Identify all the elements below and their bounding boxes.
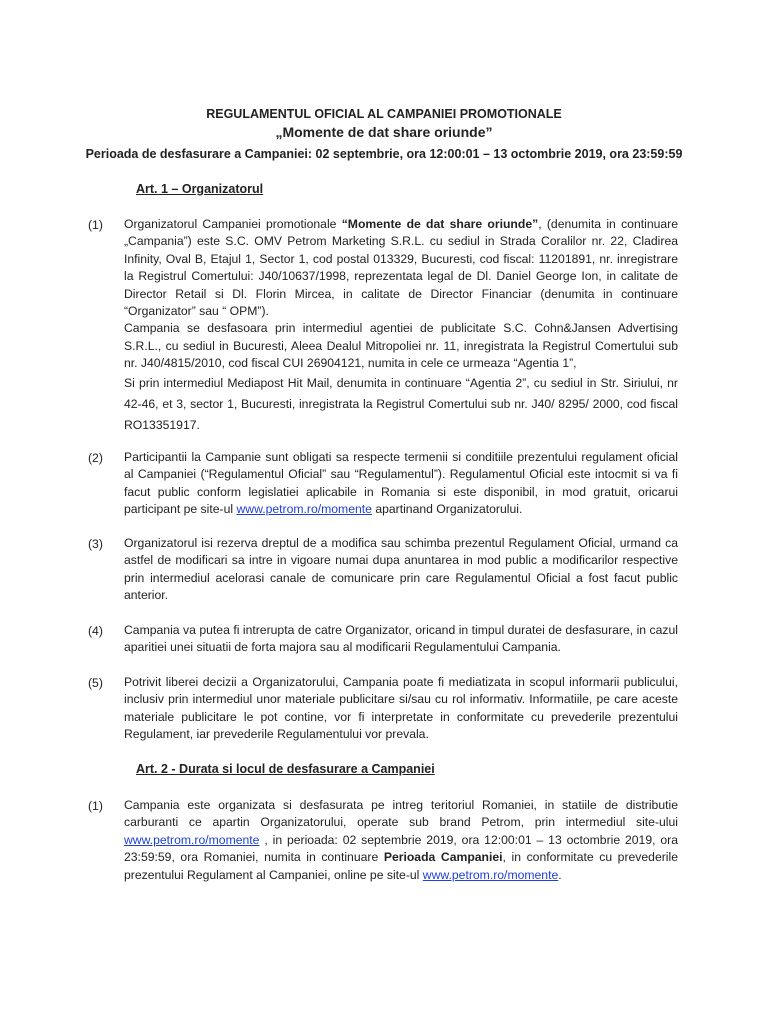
art1-p3-text: Organizatorul isi rezerva dreptul de a modifica sau schimba prezentul Regulament Oficial, urmand ca astfel de modificari sa intre in vigoare numai dupa anuntarea in mod public a modificarilor respective prin intermediul acelorasi canale de comunicare prin care Regulamentul Oficial a fost facut public anterior. bbox=[124, 536, 678, 603]
campaign-period-term: Perioada Campaniei bbox=[383, 850, 503, 865]
site-link-2[interactable]: www.petrom.ro/momente bbox=[422, 867, 559, 882]
art2-p1-body: Campania este organizata si desfasurata pe intreg teritoriul Romaniei, in statiile de distributie carburanti ce apartin Organizatorului, operate sub brand Petrom, prin intermediul site-ului bbox=[124, 798, 678, 830]
art2-p1-text bbox=[124, 797, 678, 884]
rules-link[interactable]: www.petrom.ro/momente bbox=[236, 502, 372, 517]
art1-p2-text bbox=[124, 449, 678, 519]
art1-p4-number: (4) bbox=[88, 624, 103, 638]
art1-heading: Art. 1 – Organizatorul bbox=[136, 182, 264, 196]
document-title: REGULAMENTUL OFICIAL AL CAMPANIEI PROMOTIONALE bbox=[206, 107, 562, 121]
art1-p1-agency1: Campania se desfasoara prin intermediul agentiei de publicitate S.C. Cohn&Jansen Advertising S.R.L., cu sediul in Bucuresti, Aleea Dealul Mitropoliei nr. 11, inregistrata la Registrul Comertului sub nr. J40/4815/2010, cod fiscal CUI 26904121, numita in cele ce urmeaza “Agentia 1”, bbox=[124, 321, 678, 371]
art1-p2-body: Participantii la Campanie sunt obligati sa respecte termenii si conditiile prezentului regulament oficial al Campaniei (“Regulamentul Oficial” sau “Regulamentul”). Regulamentul Oficial este intocmit si va fi facut public conform legislatiei aplicabile in Romania si este disponibil, in mod gratuit, oricarui participant pe site-ul bbox=[124, 450, 678, 517]
art1-p1-text bbox=[124, 216, 678, 437]
art1-p1-number: (1) bbox=[88, 218, 103, 232]
art1-p4-text: Campania va putea fi intrerupta de catre Organizator, oricand in timpul duratei de desfasurare, in cazul aparitiei unei situatii de forta majora sau al modificarii Regulamentului Campania. bbox=[124, 623, 678, 655]
art1-p2-tail: apartinand Organizatorului. bbox=[371, 502, 523, 517]
art1-p1-organizer: , (denumita in continuare „Campania”) este S.C. OMV Petrom Marketing S.R.L. cu sediul in Strada Coralilor nr. 22, Cladirea Infinity, Oval B, Etajul 1, Sector 1, cod postal 013329, Bucuresti, cod fiscal: 11201891, nr. inregistrare la Registrul Comertului: J40/10637/1998, reprezentata legal de Dl. Daniel George Ion, in calitate de Director Retail si Dl. Florin Mircea, in calitate de Director Financiar (denumita in continuare “Organizator” sau “ OPM”). bbox=[124, 217, 679, 319]
campaign-name: „Momente de dat share oriunde” bbox=[275, 124, 493, 140]
art2-heading: Art. 2 - Durata si locul de desfasurare a Campaniei bbox=[136, 762, 435, 776]
art1-p5-text: Potrivit liberei decizii a Organizatorului, Campania poate fi mediatizata in scopul informarii publicului, inclusiv prin intermediul unor materiale publicitare si/sau cu rol informativ. Informatiile, pe care aceste materiale publicitare le pot contine, vor fi interpretate in conformitate cu prevederile prezentului Regulament, iar prevederile Regulamentului vor prevala. bbox=[124, 675, 678, 742]
art1-p1-intro: Organizatorul Campaniei promotionale bbox=[124, 217, 342, 231]
campaign-name-bold: “Momente de dat share oriunde” bbox=[341, 217, 539, 231]
campaign-period: Perioada de desfasurare a Campaniei: 02 septembrie, ora 12:00:01 – 13 octombrie 2019, ora 23:59:59 bbox=[85, 147, 683, 161]
art2-p1-end: . bbox=[558, 867, 562, 882]
art2-p1-period: , in perioada: 02 septembrie 2019, ora 12:00:01 – 13 octombrie 2019, ora 23:59:59, ora Romaniei, numita in continuare bbox=[124, 832, 678, 865]
art1-p1-agency2: Si prin intermediul Mediapost Hit Mail, denumita in continuare “Agentia 2”, cu sediul in Str. Siriului, nr 42-46, et 3, sector 1, Bucuresti, inregistrata la Registrul Comertului sub nr. J40/ 8295/ 2000, cod fiscal RO13351917. bbox=[124, 375, 678, 433]
art2-p1-online: , in conformitate cu prevederile prezentului Regulament al Campaniei, online pe site-ul bbox=[124, 850, 678, 882]
art1-p5-number: (5) bbox=[88, 676, 103, 690]
art2-p1-number: (1) bbox=[88, 799, 103, 813]
site-link-1[interactable]: www.petrom.ro/momente bbox=[124, 832, 260, 847]
art1-p2-number: (2) bbox=[88, 451, 103, 465]
art1-p3-number: (3) bbox=[88, 537, 103, 551]
